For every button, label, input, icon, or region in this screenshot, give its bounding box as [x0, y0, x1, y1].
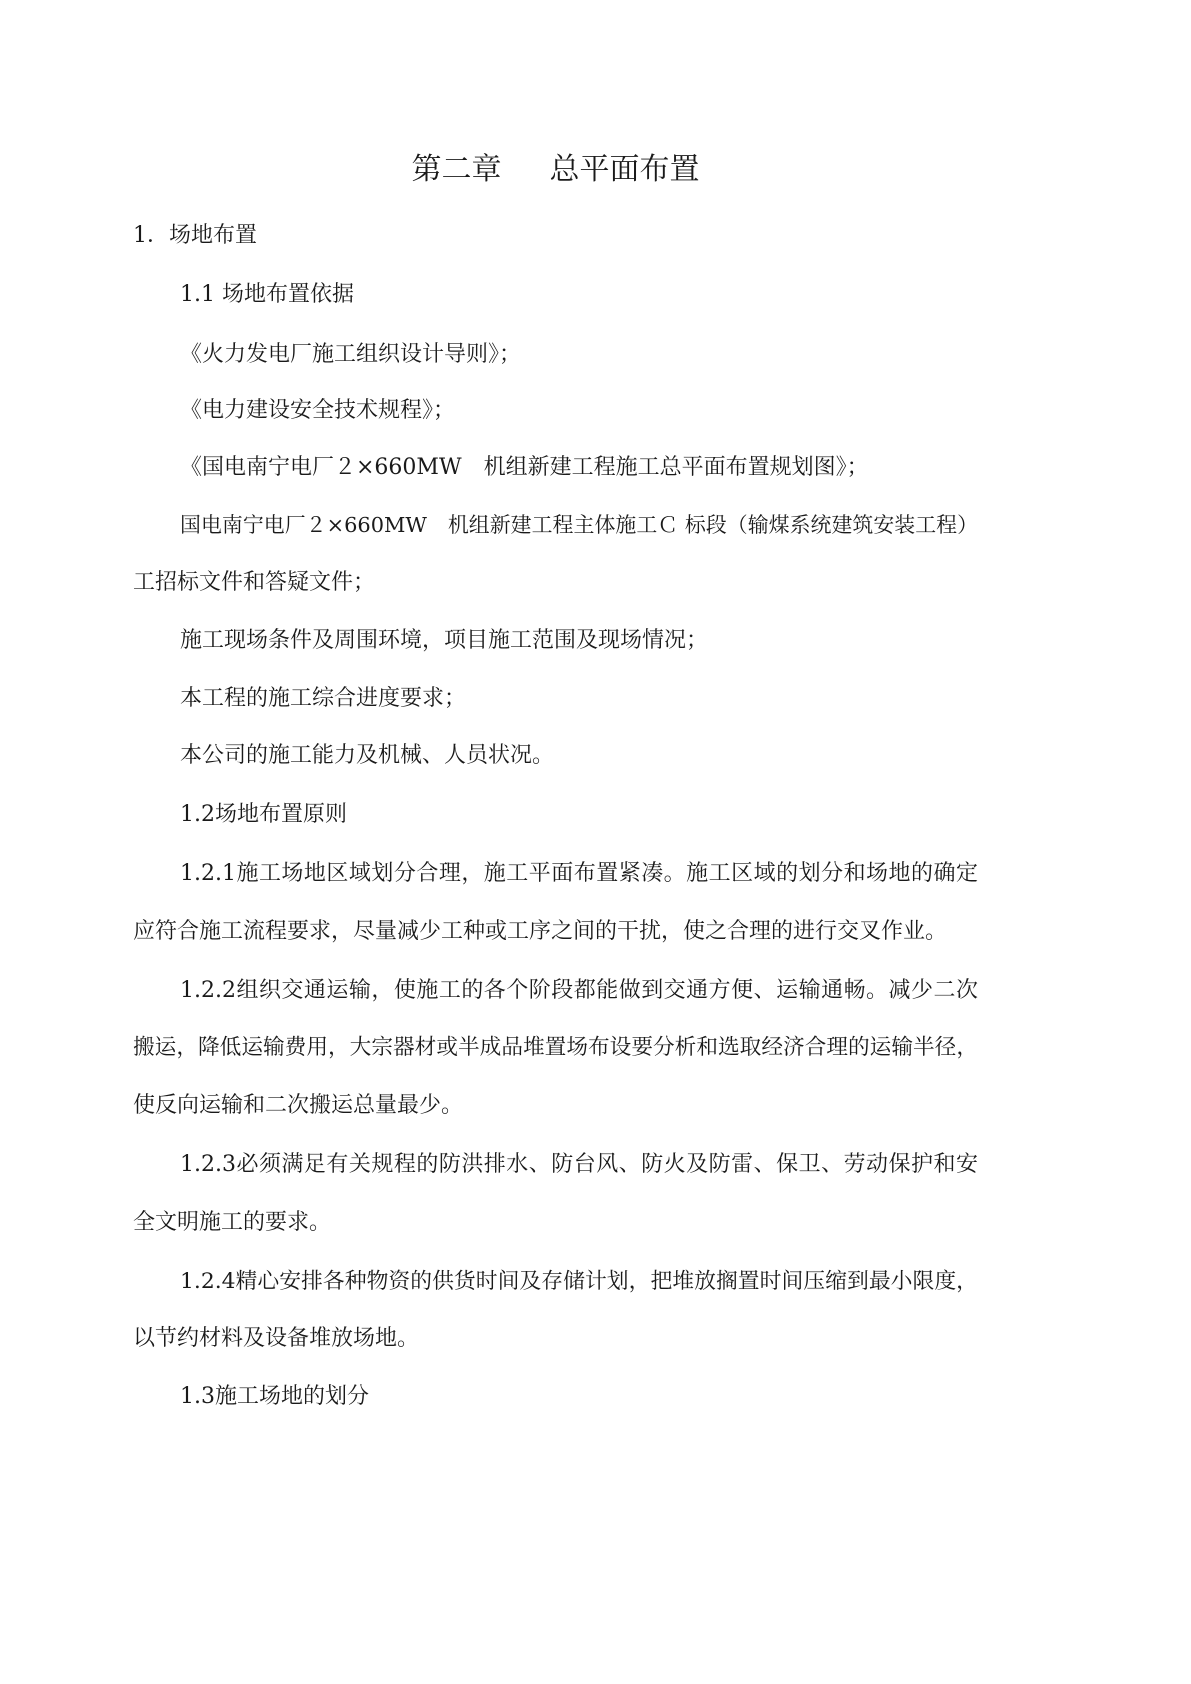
text-line: 本工程的施工综合进度要求；	[180, 686, 467, 711]
subsection-heading: 1.3施工场地的划分	[180, 1384, 369, 1409]
text-line: 施工现场条件及周围环境，项目施工范围及现场情况；	[180, 628, 709, 653]
chapter-name: 总平面布置	[549, 152, 700, 187]
text-line: 本公司的施工能力及机械、人员状况。	[180, 743, 555, 768]
text-line: 以节约材料及设备堆放场地。	[133, 1326, 420, 1351]
section-heading: 1．场地布置	[133, 223, 257, 248]
text-line: 国电南宁电厂２×660MW 机组新建工程主体施工Ｃ 标段（输煤系统建筑安装工程）	[180, 513, 978, 537]
text-line: 全文明施工的要求。	[133, 1210, 332, 1235]
chapter-title	[133, 150, 978, 190]
text-line: 《电力建设安全技术规程》；	[180, 398, 456, 423]
text-line: 使反向运输和二次搬运总量最少。	[133, 1093, 464, 1118]
subsection-heading: 1.1 场地布置依据	[180, 282, 354, 307]
text-line: 1.2.1施工场地区域划分合理，施工平面布置紧凑。施工区域的划分和场地的确定	[180, 861, 978, 886]
text-line: 1.2.2组织交通运输，使施工的各个阶段都能做到交通方便、运输通畅。减少二次	[180, 978, 978, 1003]
text-line: 《国电南宁电厂２×660MW 机组新建工程施工总平面布置规划图》；	[180, 455, 869, 480]
text-line: 搬运，降低运输费用，大宗器材或半成品堆置场布设要分析和选取经济合理的运输半径，	[133, 1035, 978, 1060]
text-line: 《火力发电厂施工组织设计导则》；	[180, 342, 522, 367]
subsection-heading: 1.2场地布置原则	[180, 802, 347, 827]
chapter-number: 第二章	[411, 152, 502, 187]
text-line: 1.2.3必须满足有关规程的防洪排水、防台风、防火及防雷、保卫、劳动保护和安	[180, 1152, 978, 1177]
text-line: 应符合施工流程要求，尽量减少工种或工序之间的干扰，使之合理的进行交叉作业。	[133, 919, 948, 944]
text-line: 工招标文件和答疑文件；	[133, 570, 376, 595]
text-line: 1.2.4精心安排各种物资的供货时间及存储计划，把堆放搁置时间压缩到最小限度，	[180, 1269, 978, 1294]
